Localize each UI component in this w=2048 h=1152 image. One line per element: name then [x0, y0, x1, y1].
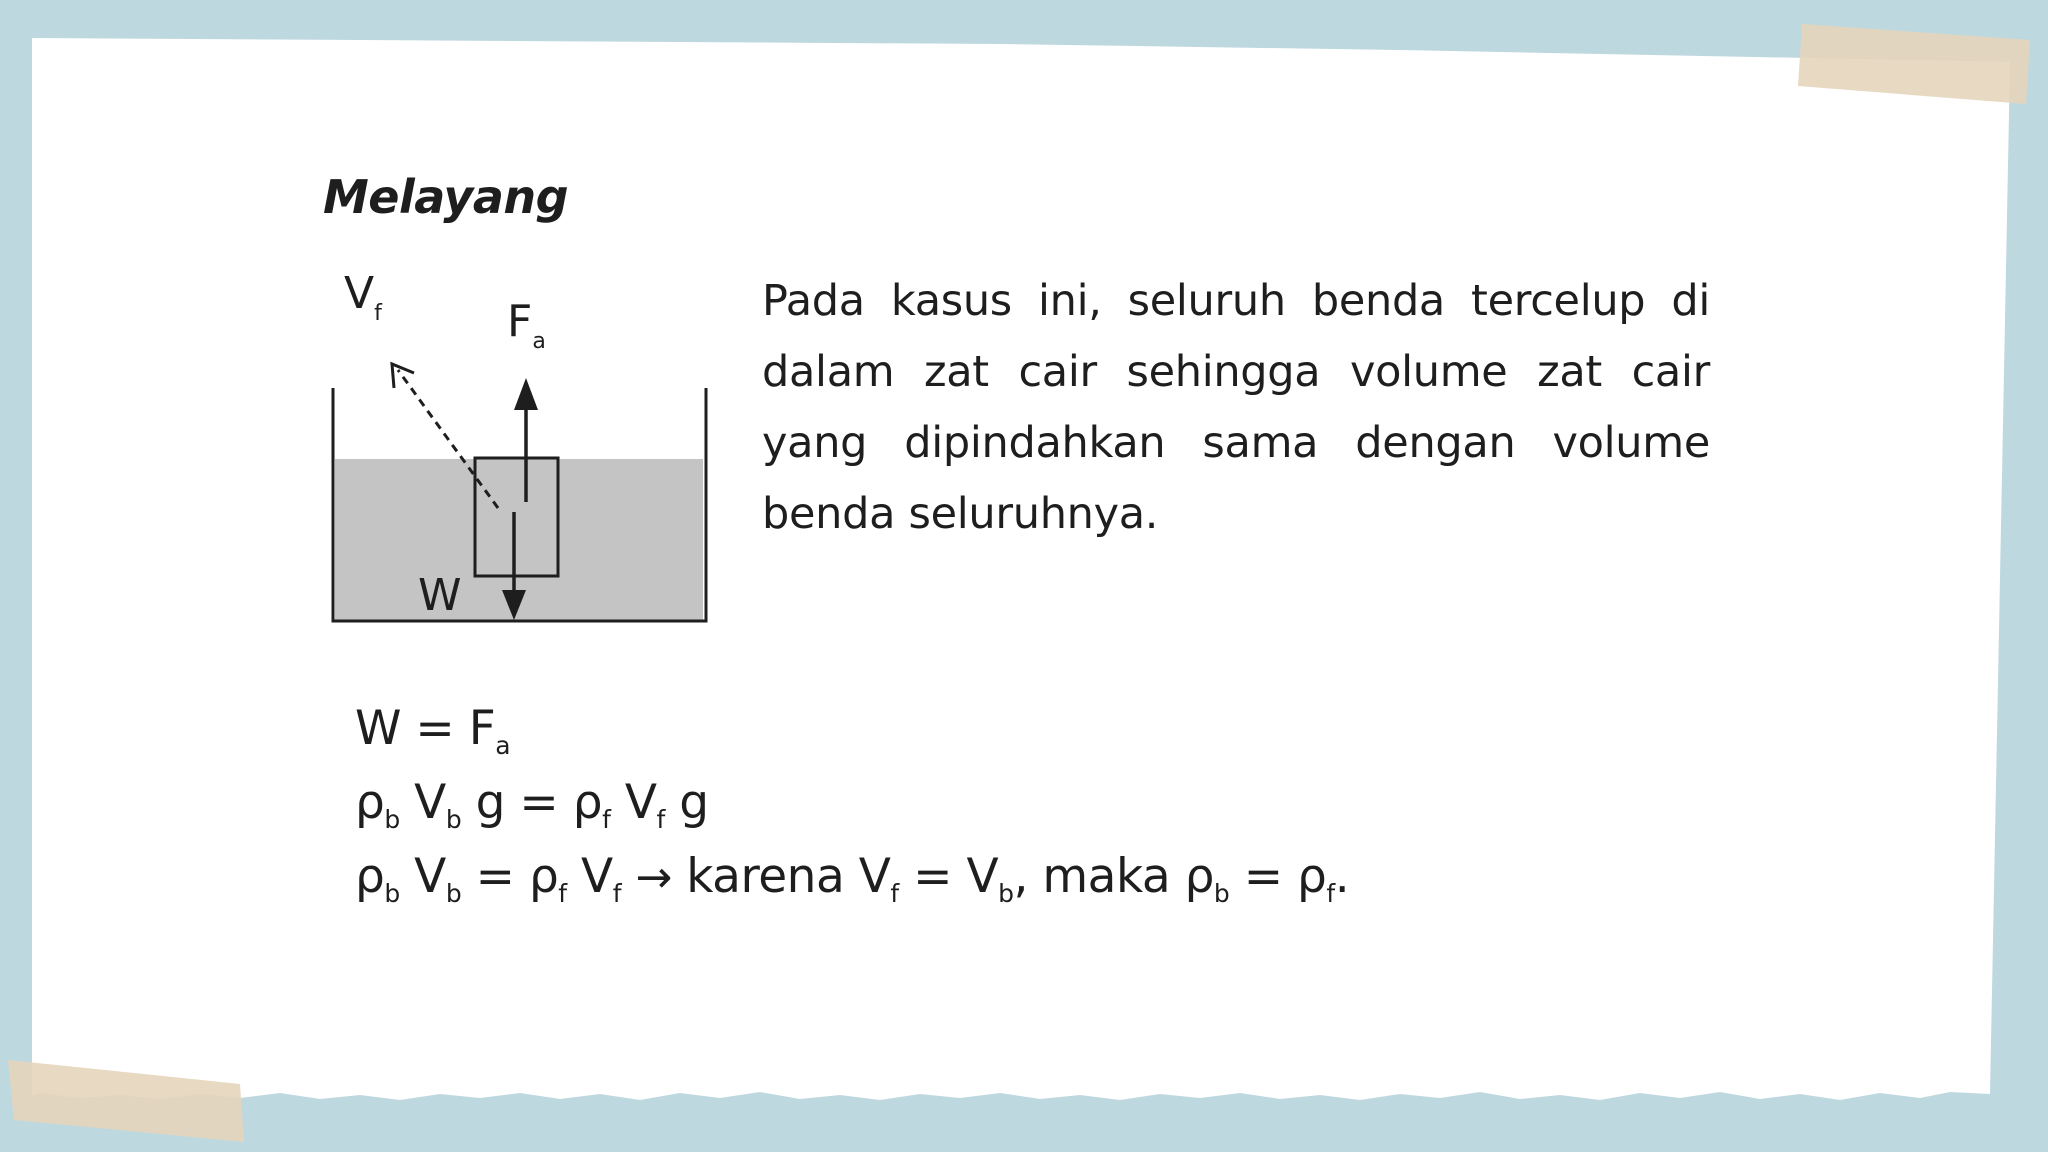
equation-term: V [399, 849, 446, 904]
equation-subscript: b [998, 879, 1014, 908]
description-paragraph: Pada kasus ini, seluruh benda tercelup di dalam zat cair sehingga volume zat cair yang dipindahkan sama dengan volume benda seluruhnya. [762, 276, 1710, 539]
equation-subscript: f [890, 879, 899, 908]
equation-subscript: f [656, 805, 665, 834]
equation-term: V [399, 775, 446, 830]
equation-term: V [566, 849, 613, 904]
equation-line-2 [355, 766, 1349, 840]
equation-subscript: b [1213, 879, 1230, 908]
equation-term: karena V [671, 849, 891, 904]
equation-term: g = ρ [461, 775, 603, 830]
equation-term: W = F [355, 701, 496, 756]
label-w: W [418, 570, 462, 621]
equation-subscript: b [384, 805, 400, 834]
equation-term: ρ [355, 849, 385, 904]
equation-subscript: b [445, 805, 462, 834]
equation-subscript: f [1326, 879, 1335, 908]
section-title: Melayang [323, 170, 569, 224]
equation-line-1 [355, 692, 1349, 766]
equation-subscript: b [384, 879, 400, 908]
equation-term: ρ [355, 775, 385, 830]
equation-subscript: f [612, 879, 622, 908]
equation-term [621, 849, 635, 904]
label-fa: $F_a$ [507, 296, 546, 354]
equation-subscript: f [602, 805, 611, 834]
equation-subscript: a [495, 731, 511, 760]
arrow-right-icon: → [635, 852, 672, 903]
equation-subscript: b [445, 879, 462, 908]
equation-term: . [1334, 849, 1350, 904]
equations-block [355, 692, 1349, 914]
equation-term: = ρ [461, 849, 559, 904]
equation-term: = V [898, 849, 999, 904]
equation-term: , maka ρ [1013, 849, 1214, 904]
equation-term: V [610, 775, 657, 830]
equation-subscript: f [558, 879, 567, 908]
equation-term: = ρ [1229, 849, 1327, 904]
equation-line-3 [355, 840, 1349, 914]
label-vf: $V_f$ [344, 268, 382, 326]
equation-term: g [664, 775, 709, 830]
